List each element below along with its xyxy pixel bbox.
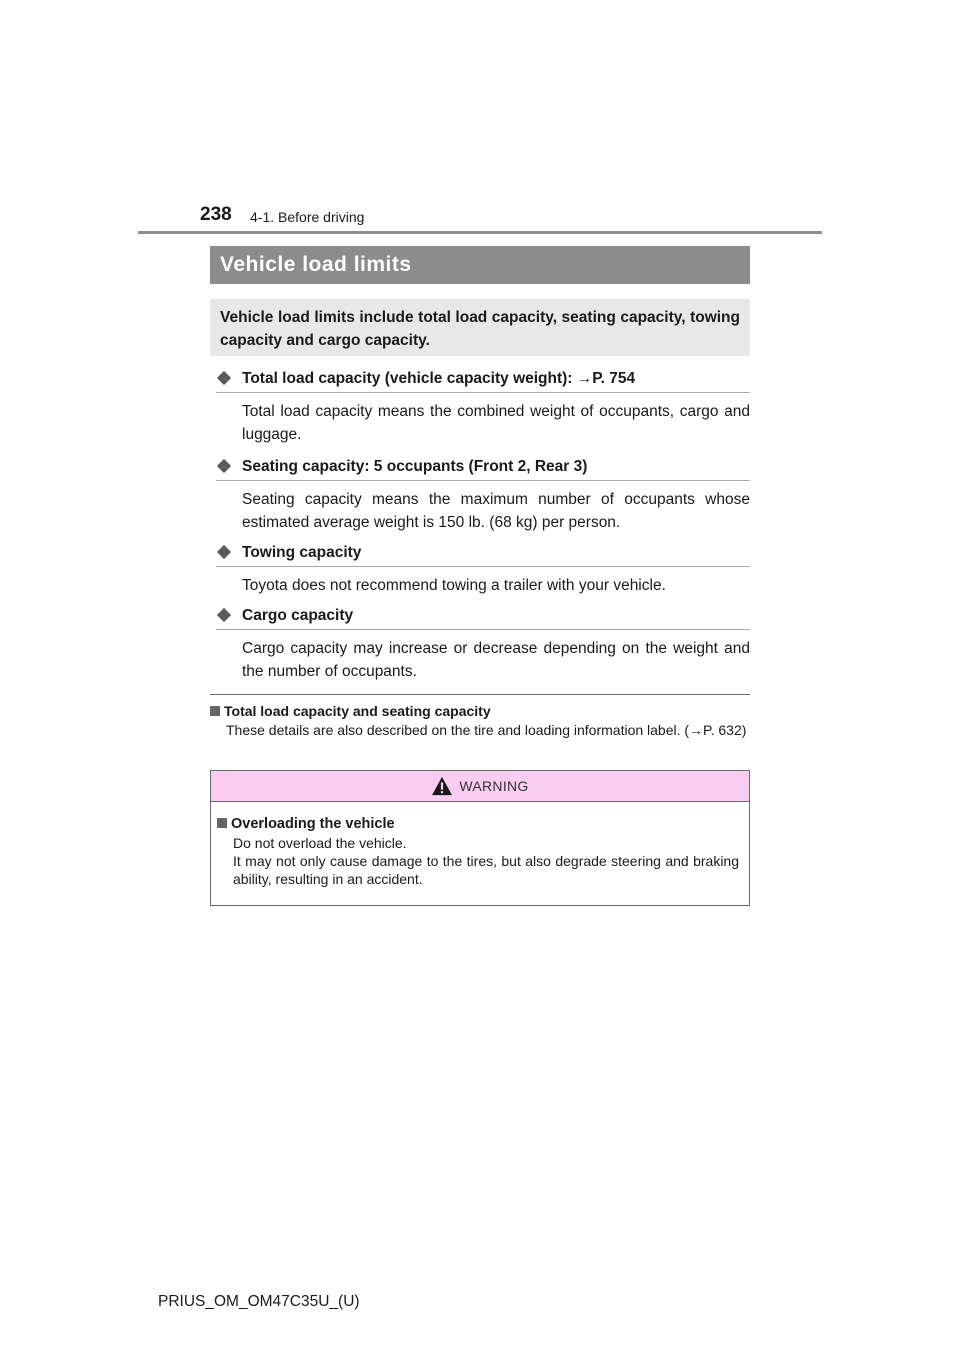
- note-divider: [210, 694, 750, 695]
- note-section: [210, 702, 750, 739]
- diamond-bullet-icon: [217, 459, 231, 473]
- diamond-bullet-icon: [217, 545, 231, 559]
- section-label: 4-1. Before driving: [250, 209, 365, 225]
- warning-heading: [217, 815, 739, 834]
- item-towing-capacity: [216, 542, 750, 597]
- page-header: [200, 204, 820, 232]
- item-body: Seating capacity means the maximum number of occupants whose estimated average weight is 150 lb. (68 kg) per person.: [242, 491, 750, 531]
- warning-label: WARNING: [459, 778, 529, 794]
- item-heading-text: Towing capacity: [242, 544, 362, 561]
- page-number: 238: [200, 204, 232, 225]
- item-heading: [216, 368, 750, 393]
- item-heading: [216, 456, 750, 481]
- warning-line-1: Do not overload the vehicle.: [233, 835, 407, 851]
- title-bar: [210, 246, 750, 284]
- footer-doc-id: PRIUS_OM_OM47C35U_(U): [158, 1293, 360, 1310]
- item-body: Toyota does not recommend towing a trailer with your vehicle.: [242, 577, 666, 594]
- diamond-bullet-icon: [217, 371, 231, 385]
- warning-content: [211, 802, 749, 888]
- note-body: These details are also described on the tire and loading information label. (→P. 632): [226, 722, 747, 738]
- item-body: Total load capacity means the combined weight of occupants, cargo and luggage.: [242, 403, 750, 443]
- page-title: Vehicle load limits: [220, 253, 412, 276]
- note-heading-text: Total load capacity and seating capacity: [224, 703, 491, 719]
- item-total-load-capacity: [216, 368, 750, 446]
- item-heading-text: Total load capacity (vehicle capacity weight): →P. 754: [242, 370, 636, 387]
- item-heading: [216, 542, 750, 567]
- warning-box: [210, 770, 750, 906]
- diamond-bullet-icon: [217, 608, 231, 622]
- item-cargo-capacity: [216, 605, 750, 683]
- square-bullet-icon: [210, 706, 220, 716]
- square-bullet-icon: [217, 818, 227, 828]
- warning-line-2: It may not only cause damage to the tires, but also degrade steering and braking ability, resulting in an accident.: [233, 853, 739, 887]
- item-heading: [216, 605, 750, 630]
- item-heading-text: Seating capacity: 5 occupants (Front 2, Rear 3): [242, 458, 588, 475]
- header-divider: [138, 231, 822, 234]
- note-heading: [210, 702, 750, 721]
- warning-heading-text: Overloading the vehicle: [231, 816, 395, 832]
- warning-triangle-icon: [431, 776, 453, 796]
- item-heading-text: Cargo capacity: [242, 607, 354, 624]
- warning-header: [211, 771, 749, 802]
- item-body: Cargo capacity may increase or decrease depending on the weight and the number of occupants.: [242, 640, 750, 680]
- item-seating-capacity: [216, 456, 750, 534]
- intro-box: Vehicle load limits include total load capacity, seating capacity, towing capacity and cargo capacity.: [210, 299, 750, 356]
